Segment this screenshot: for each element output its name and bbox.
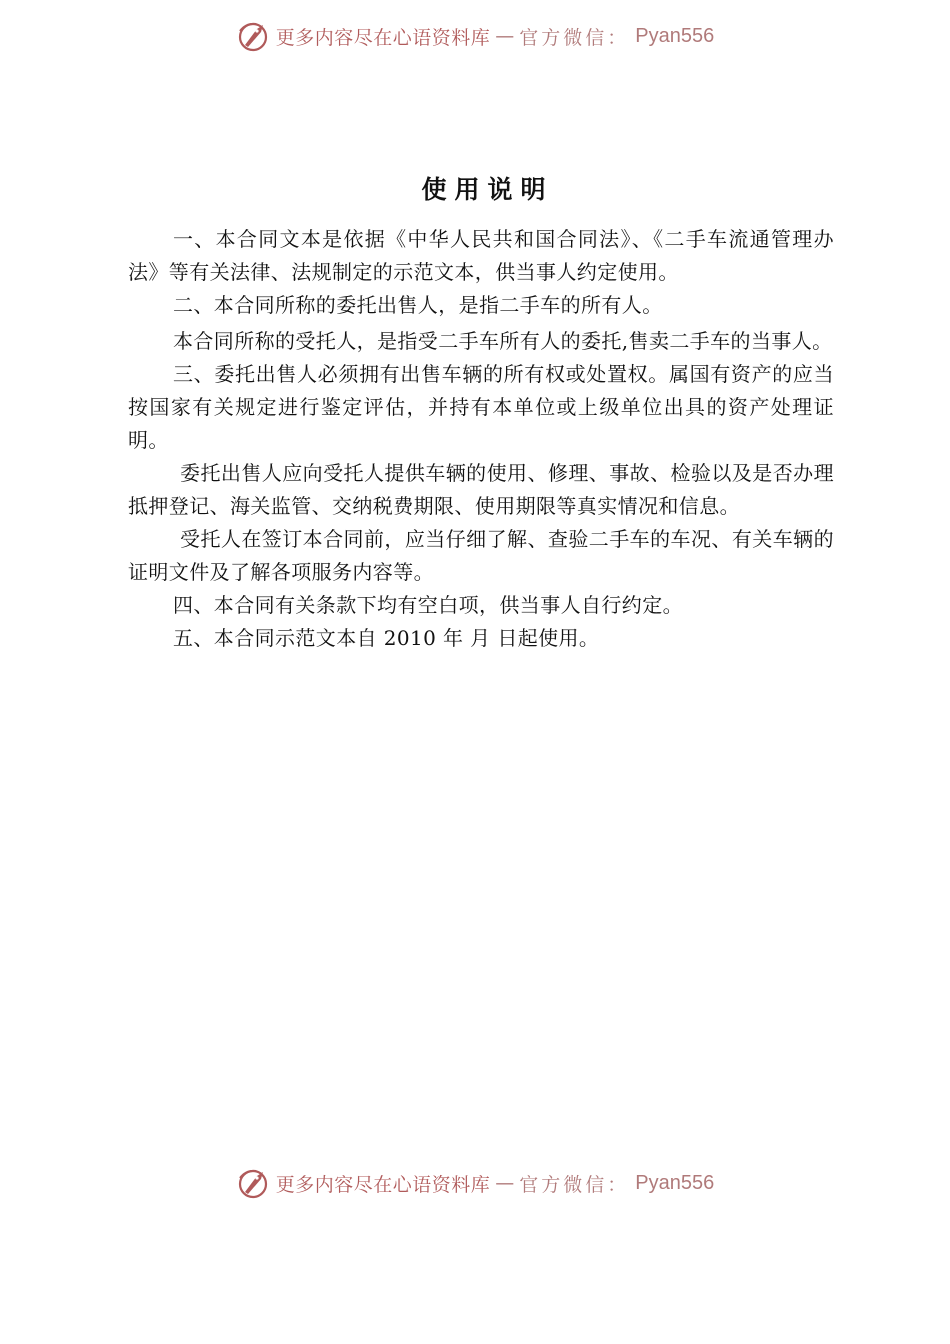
watermark-banner-top [0,16,950,56]
watermark-dash: — [495,1172,515,1194]
paragraph-1: 一、本合同文本是依据《中华人民共和国合同法》、《二手车流通管理办法》等有关法律、法规制定的示范文本，供当事人约定使用。 [128,227,834,284]
document-body [128,223,834,655]
watermark-banner-bottom [0,1163,950,1203]
watermark-dash: — [495,25,515,47]
document-title: 使用说明 [421,175,554,204]
paragraph-6: 受托人在签订本合同前，应当仔细了解、查验二手车的车况、有关车辆的证明文件及了解各项服务内容等。 [128,527,834,584]
paragraph-5: 委托出售人应向受托人提供车辆的使用、修理、事故、检验以及是否办理抵押登记、海关监管、交纳税费期限、使用期限等真实情况和信息。 [128,461,834,518]
watermark-wechat-label: 官方微信： [519,26,630,49]
pen-nib-logo-icon [236,19,270,53]
watermark-wechat-id: Pyan556 [635,24,715,47]
paragraph-2: 二、本合同所称的委托出售人，是指二手车的所有人。 [173,293,663,317]
watermark-main-text: 更多内容尽在心语资料库 [275,26,491,49]
paragraph-3: 本合同所称的受托人，是指受二手车所有人的委托,售卖二手车的当事人。 [173,329,833,353]
watermark-wechat-id: Pyan556 [635,1171,715,1194]
watermark-main-text: 更多内容尽在心语资料库 [275,1173,491,1196]
pen-nib-logo-icon [236,1166,270,1200]
paragraph-4: 三、委托出售人必须拥有出售车辆的所有权或处置权。属国有资产的应当按国家有关规定进行鉴定评估，并持有本单位或上级单位出具的资产处理证明。 [128,362,834,452]
watermark-wechat-label: 官方微信： [519,1173,630,1196]
paragraph-8: 五、本合同示范文本自 2010 年 月 日起使用。 [173,626,600,650]
paragraph-7: 四、本合同有关条款下均有空白项，供当事人自行约定。 [173,593,683,617]
